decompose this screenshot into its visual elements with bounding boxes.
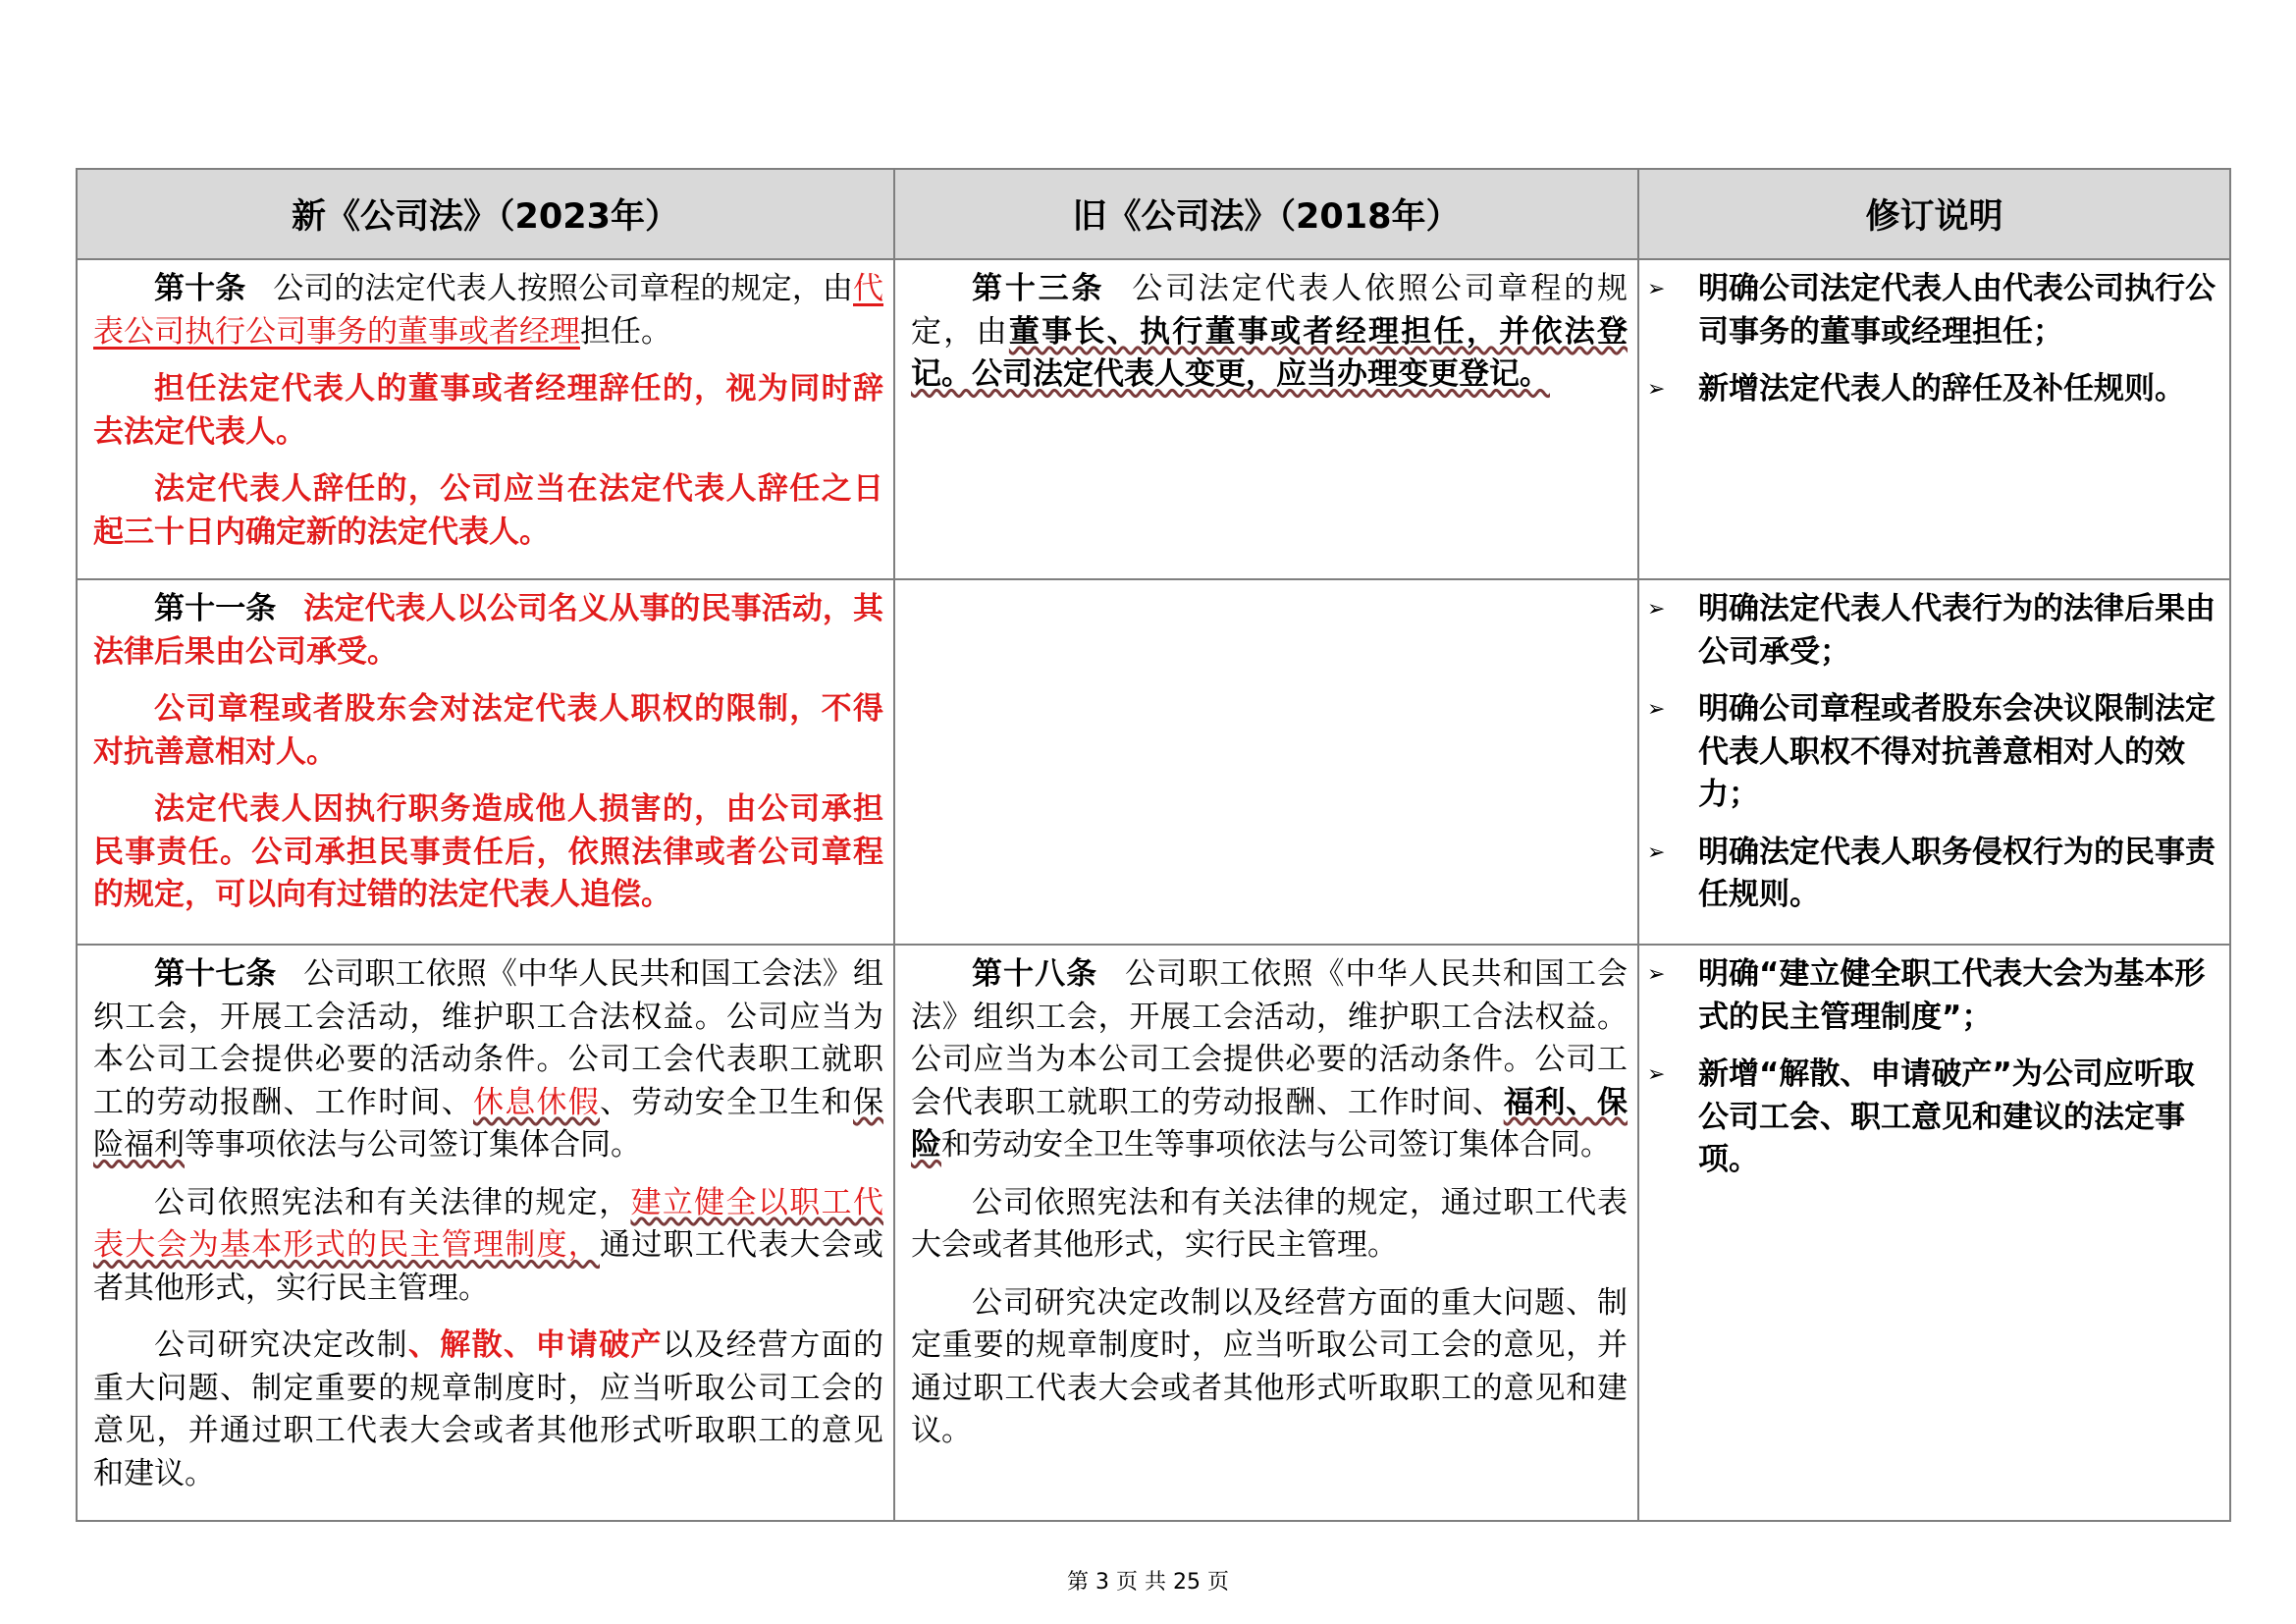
amended-text: 代表公司执行公司事务的董事或者经理 (93, 271, 884, 350)
comparison-table (76, 168, 2231, 1522)
article-paragraph: 第十条 公司的法定代表人按照公司章程的规定，由代表公司执行公司事务的董事或者经理担任。 (93, 271, 884, 350)
old-law-cell-empty (894, 579, 1638, 945)
arrow-bullet-icon: ➢ (1647, 597, 1666, 622)
list-item: ➢ 新增法定代表人的辞任及补任规则。 (1647, 368, 2216, 411)
list-item: ➢ 明确法定代表人职务侵权行为的民事责任规则。 (1647, 832, 2216, 917)
arrow-bullet-icon: ➢ (1647, 377, 1666, 402)
revision-notes-cell (1638, 579, 2230, 945)
added-paragraph: 法定代表人辞任的，公司应当在法定代表人辞任之日起三十日内确定新的法定代表人。 (93, 471, 883, 550)
article-paragraph: 第十三条 公司法定代表人依照公司章程的规定，由董事长、执行董事或者经理担任，并依法登记。公司法定代表人变更，应当办理变更登记。 (911, 271, 1629, 392)
article-paragraph: 第十八条 公司职工依照《中华人民共和国工会法》组织工会，开展工会活动，维护职工合法权益。公司应当为本公司工会提供必要的活动条件。公司工会代表职工就职工的劳动报酬、工作时间、福利、保险和劳动安全卫生等事项依法与公司签订集体合同。 (911, 956, 1629, 1163)
old-law-cell (894, 259, 1638, 579)
page-number: 第 3 页 共 25 页 (1067, 1570, 1229, 1595)
list-item: ➢ 明确公司章程或者股东会决议限制法定代表人职权不得对抗善意相对人的效力； (1647, 688, 2216, 817)
article-number: 第十八条 (972, 956, 1098, 992)
arrow-bullet-icon: ➢ (1647, 839, 1666, 865)
article-number: 第十七条 (154, 956, 277, 992)
added-text: 建立健全以职工代表大会为基本形式的民主管理制度， (93, 1184, 883, 1263)
old-law-cell (894, 945, 1638, 1521)
table-row (77, 945, 2230, 1521)
deleted-text: 董事长、执行董事或者经理担任，并依法登记。公司法定代表人变更，应当办理变更登记。 (911, 313, 1629, 392)
list-item: ➢ 明确公司法定代表人由代表公司执行公司事务的董事或经理担任； (1647, 268, 2216, 353)
article-paragraph: 第十一条 法定代表人以公司名义从事的民事活动，其法律后果由公司承受。 (93, 591, 884, 670)
table-row (77, 579, 2230, 945)
header-old-law: 旧《公司法》（2018年） (894, 169, 1638, 259)
new-law-cell (77, 945, 894, 1521)
table-header-row (77, 169, 2230, 259)
added-paragraph: 公司章程或者股东会对法定代表人职权的限制，不得对抗善意相对人。 (93, 691, 883, 770)
amended-text: 保险福利 (93, 1084, 883, 1163)
added-paragraph: 法定代表人因执行职务造成他人损害的，由公司承担民事责任。公司承担民事责任后，依照法律或者公司章程的规定，可以向有过错的法定代表人追偿。 (93, 791, 883, 912)
deleted-text: 福利、保险 (911, 1084, 1629, 1163)
table-row (77, 259, 2230, 579)
article-paragraph: 公司依照宪法和有关法律的规定，建立健全以职工代表大会为基本形式的民主管理制度，通过职工代表大会或者其他形式，实行民主管理。 (93, 1184, 883, 1306)
list-item: ➢ 新增“解散、申请破产”为公司应听取公司工会、职工意见和建议的法定事项。 (1647, 1054, 2216, 1182)
article-paragraph: 公司研究决定改制以及经营方面的重大问题、制定重要的规章制度时，应当听取公司工会的意见，并通过职工代表大会或者其他形式听取职工的意见和建议。 (911, 1284, 1628, 1448)
article-paragraph: 公司研究决定改制、解散、申请破产以及经营方面的重大问题、制定重要的规章制度时，应当听取公司工会的意见，并通过职工代表大会或者其他形式听取职工的意见和建议。 (93, 1327, 884, 1491)
list-item: ➢ 明确“建立健全职工代表大会为基本形式的民主管理制度”； (1647, 953, 2216, 1039)
arrow-bullet-icon: ➢ (1647, 697, 1666, 722)
article-paragraph: 第十七条 公司职工依照《中华人民共和国工会法》组织工会，开展工会活动，维护职工合法权益。公司应当为本公司工会提供必要的活动条件。公司工会代表职工就职工的劳动报酬、工作时间、休息休假、劳动安全卫生和保险福利等事项依法与公司签订集体合同。 (93, 956, 884, 1163)
revision-notes-cell (1638, 945, 2230, 1521)
article-number: 第十三条 (972, 271, 1105, 306)
amended-text: 休息休假 (473, 1084, 600, 1120)
article-paragraph: 公司依照宪法和有关法律的规定，通过职工代表大会或者其他形式，实行民主管理。 (911, 1184, 1628, 1263)
arrow-bullet-icon: ➢ (1647, 277, 1666, 301)
article-number: 第十条 (154, 271, 246, 306)
list-item: ➢ 明确法定代表人代表行为的法律后果由公司承受； (1647, 588, 2216, 674)
new-law-cell (77, 579, 894, 945)
revision-notes-cell (1638, 259, 2230, 579)
new-law-cell (77, 259, 894, 579)
added-paragraph: 担任法定代表人的董事或者经理辞任的，视为同时辞去法定代表人。 (93, 371, 883, 450)
arrow-bullet-icon: ➢ (1647, 962, 1666, 987)
arrow-bullet-icon: ➢ (1647, 1062, 1666, 1087)
header-new-law: 新《公司法》（2023年） (77, 169, 894, 259)
added-text: 、解散、申请破产 (407, 1327, 663, 1363)
article-number: 第十一条 (154, 591, 277, 626)
header-revision-notes: 修订说明 (1638, 169, 2230, 259)
